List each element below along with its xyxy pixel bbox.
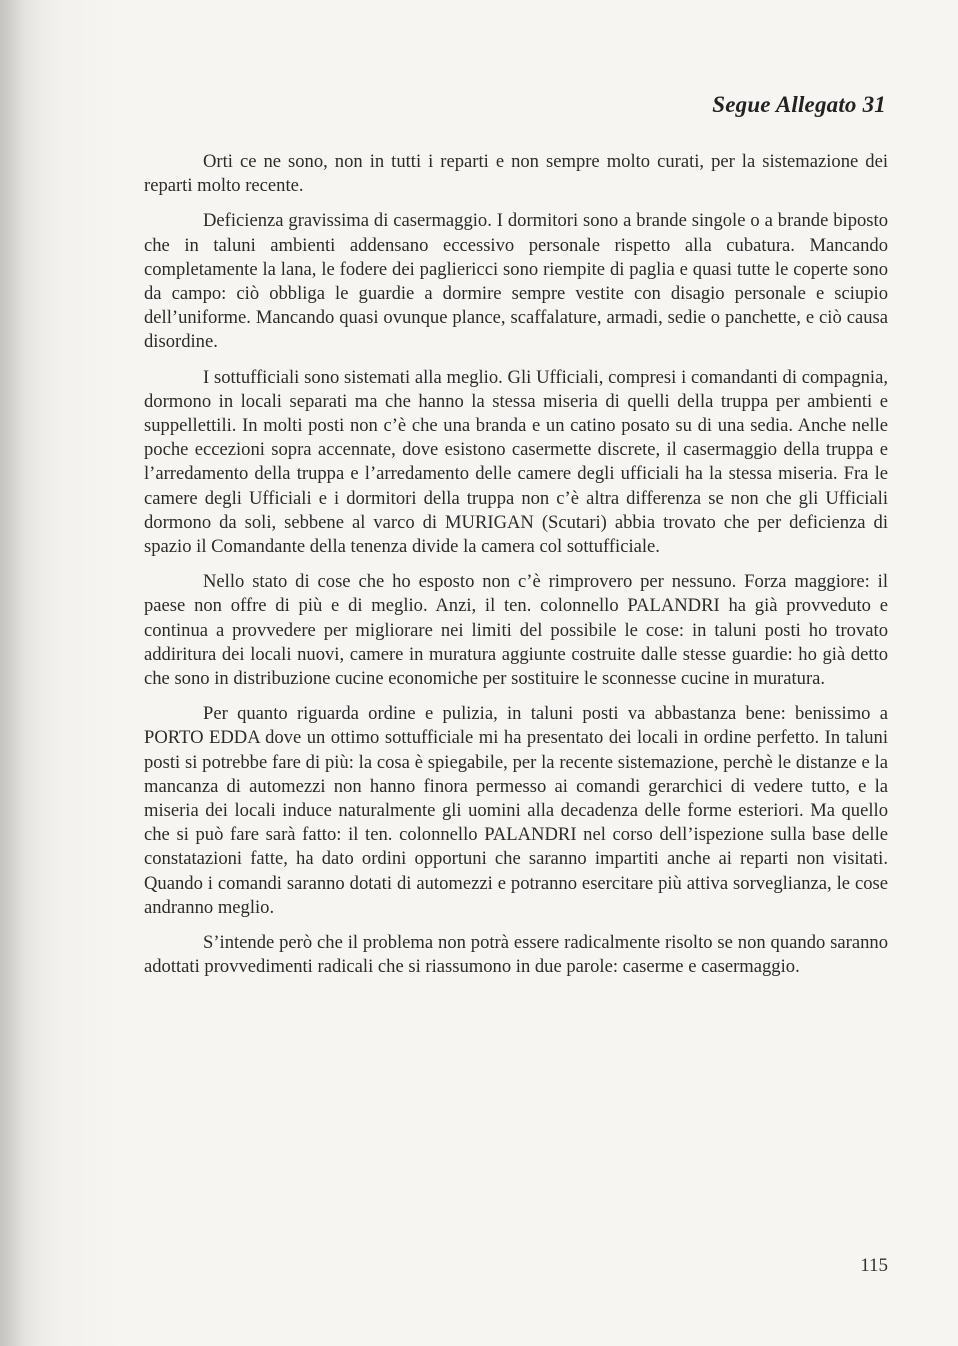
running-header: Segue Allegato 31 bbox=[712, 92, 886, 117]
paragraph: Orti ce ne sono, non in tutti i reparti e non sempre molto curati, per la sistemazione dei reparti molto recente. bbox=[144, 151, 888, 197]
body-text bbox=[144, 150, 888, 991]
paragraph: I sottufficiali sono sistemati alla meglio. Gli Ufficiali, compresi i comandanti di compagnia, dormono in locali separati ma che hanno la stessa miseria di quelli della truppa per ambienti e suppellettili. In molti posti non c’è che una branda e un catino posato su di una sedia. Anche nelle poche eccezioni sopra accennate, dove esistono casermette discrete, il casermaggio della truppa e l’arredamento della truppa e l’arredamento delle camere degli ufficiali ha la stessa miseria. Fra le camere degli Ufficiali e i dormitori della truppa non c’è altra differenza se non che gli Ufficiali dormono da soli, sebbene al varco di MURIGAN (Scutari) abbia trovato che per deficienza di spazio il Comandante della tenenza divide la camera col sottufficiale. bbox=[144, 366, 888, 558]
paragraph: Nello stato di cose che ho esposto non c’è rimprovero per nessuno. Forza maggiore: il paese non offre di più e di meglio. Anzi, il ten. colonnello PALANDRI ha già provveduto e continua a provvedere per migliorare nei limiti del possibile le cose: in taluni posti ho trovato addiritura dei locali nuovi, camere in muratura aggiunte costruite dalle stesse guardie: ho già detto che sono in distribuzione cucine economiche per sostituire le sconnesse cucine in muratura. bbox=[144, 571, 888, 690]
page-number: 115 bbox=[860, 1255, 888, 1276]
paragraph: Deficienza gravissima di casermaggio. I dormitori sono a brande singole o a brande biposto che in taluni ambienti addensano eccessivo personale rispetto alla cubatura. Mancando completamente la lana, le fodere dei pagliericci sono riempite di paglia e quasi tutte le coperte sono da campo: ciò obbliga le guardie a dormire sempre vestite con disagio personale e sciupio dell’uniforme. Mancando quasi ovunque plance, scaffalature, armadi, sedie o panchette, e ciò causa disordine. bbox=[144, 210, 888, 353]
book-spine-shadow bbox=[0, 0, 40, 1346]
paragraph: Per quanto riguarda ordine e pulizia, in taluni posti va abbastanza bene: benissimo a PORTO EDDA dove un ottimo sottufficiale mi ha presentato dei locali in ordine perfetto. In taluni posti si potrebbe fare di più: la cosa è spiegabile, per la recente sistemazione, perchè le distanze e la mancanza di automezzi non hanno finora permesso ai comandi gerarchici di vedere tutto, e la miseria dei locali induce naturalmente gli uomini alla decadenza delle forme esteriori. Ma quello che si può fare sarà fatto: il ten. colonnello PALANDRI nel corso dell’ispezione sulla base delle constatazioni fatte, ha dato ordini opportuni che saranno impartiti anche ai reparti non visitati. Quando i comandi saranno dotati di automezzi e potranno esercitare più attiva sorveglianza, le cose andranno meglio. bbox=[144, 703, 888, 918]
paragraph: S’intende però che il problema non potrà essere radicalmente risolto se non quando saranno adottati provvedimenti radicali che si riassumono in due parole: caserme e casermaggio. bbox=[144, 932, 888, 978]
